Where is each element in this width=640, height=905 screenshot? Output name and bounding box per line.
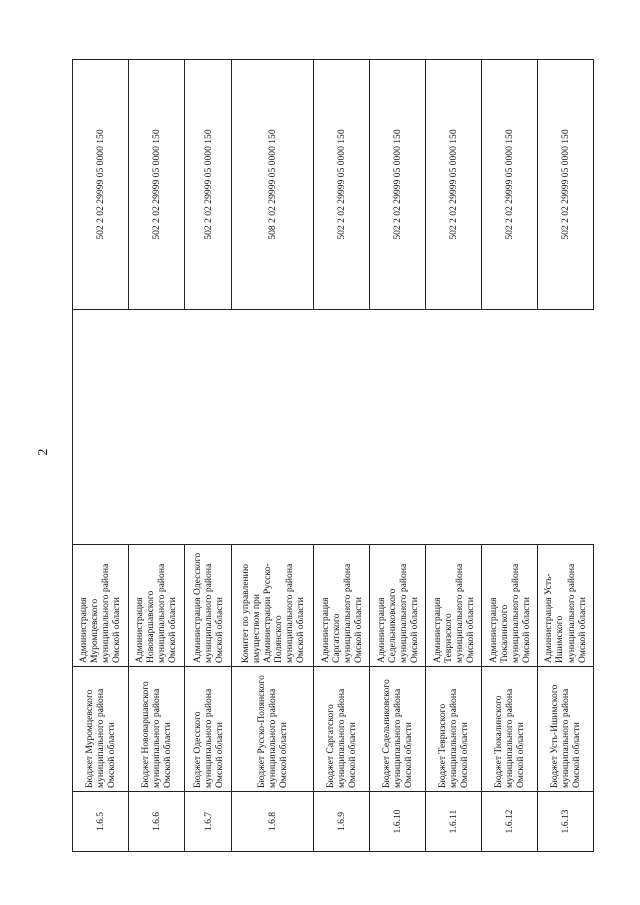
empty-cell — [426, 310, 482, 545]
empty-cell — [482, 310, 538, 545]
table-row — [538, 60, 594, 852]
administrator-name: Администрация Одесского муниципального района Омской области — [184, 545, 232, 667]
budget-code: 508 2 02 29999 05 0000 150 — [232, 60, 314, 310]
table-row — [370, 60, 426, 852]
budget-code: 502 2 02 29999 05 0000 150 — [314, 60, 370, 310]
row-number: 1.6.6 — [128, 792, 184, 852]
administrator-name: Комитет по управлению имуществом при Администрации Русско-Полянского муниципального района Омской области — [232, 545, 314, 667]
budget-code: 502 2 02 29999 05 0000 150 — [426, 60, 482, 310]
table-row — [184, 60, 232, 852]
administrator-name: Администрация Муромцевского муниципального района Омской области — [73, 545, 129, 667]
budget-name: Бюджет Муромцевского муниципального района Омской области — [73, 667, 129, 792]
budget-name: Бюджет Нововаршавского муниципального района Омской области — [128, 667, 184, 792]
administrator-name: Администрация Нововаршавского муниципального района Омской области — [128, 545, 184, 667]
budget-code: 502 2 02 29999 05 0000 150 — [538, 60, 594, 310]
budget-name: Бюджет Саргатского муниципального района Омской области — [314, 667, 370, 792]
budget-name: Бюджет Тевризского муниципального района Омской области — [426, 667, 482, 792]
budget-name: Бюджет Седельниковского муниципального района Омской области — [370, 667, 426, 792]
budget-code: 502 2 02 29999 05 0000 150 — [73, 60, 129, 310]
row-number: 1.6.13 — [538, 792, 594, 852]
budget-name: Бюджет Усть-Ишимского муниципального района Омской области — [538, 667, 594, 792]
empty-cell — [538, 310, 594, 545]
empty-cell — [128, 310, 184, 545]
budget-code: 502 2 02 29999 05 0000 150 — [184, 60, 232, 310]
budget-code: 502 2 02 29999 05 0000 150 — [482, 60, 538, 310]
empty-cell — [73, 310, 129, 545]
administrator-name: Администрация Усть-Ишимского муниципального района Омской области — [538, 545, 594, 667]
row-number: 1.6.9 — [314, 792, 370, 852]
row-number: 1.6.12 — [482, 792, 538, 852]
table-row — [314, 60, 370, 852]
table-row — [482, 60, 538, 852]
empty-cell — [370, 310, 426, 545]
row-number: 1.6.11 — [426, 792, 482, 852]
administrator-name: Администрация Тюкалинского муниципального района Омской области — [482, 545, 538, 667]
budget-code: 502 2 02 29999 05 0000 150 — [370, 60, 426, 310]
budget-name: Бюджет Одесского муниципального района Омской области — [184, 667, 232, 792]
table-row — [73, 60, 129, 852]
budget-name: Бюджет Тюкалинского муниципального района Омской области — [482, 667, 538, 792]
administrator-name: Администрация Тевризского муниципального района Омской области — [426, 545, 482, 667]
empty-cell — [314, 310, 370, 545]
administrator-name: Администрация Саргатского муниципального района Омской области — [314, 545, 370, 667]
row-number: 1.6.8 — [232, 792, 314, 852]
row-number: 1.6.10 — [370, 792, 426, 852]
budget-table — [72, 60, 594, 852]
empty-cell — [232, 310, 314, 545]
row-number: 1.6.7 — [184, 792, 232, 852]
administrator-name: Администрация Седельниковского муниципального района Омской области — [370, 545, 426, 667]
table-row — [232, 60, 314, 852]
budget-name: Бюджет Русско-Полянского муниципального района Омской области — [232, 667, 314, 792]
budget-code: 502 2 02 29999 05 0000 150 — [128, 60, 184, 310]
page-number: 2 — [36, 448, 51, 456]
row-number: 1.6.5 — [73, 792, 129, 852]
empty-cell — [184, 310, 232, 545]
table-row — [426, 60, 482, 852]
table-row — [128, 60, 184, 852]
